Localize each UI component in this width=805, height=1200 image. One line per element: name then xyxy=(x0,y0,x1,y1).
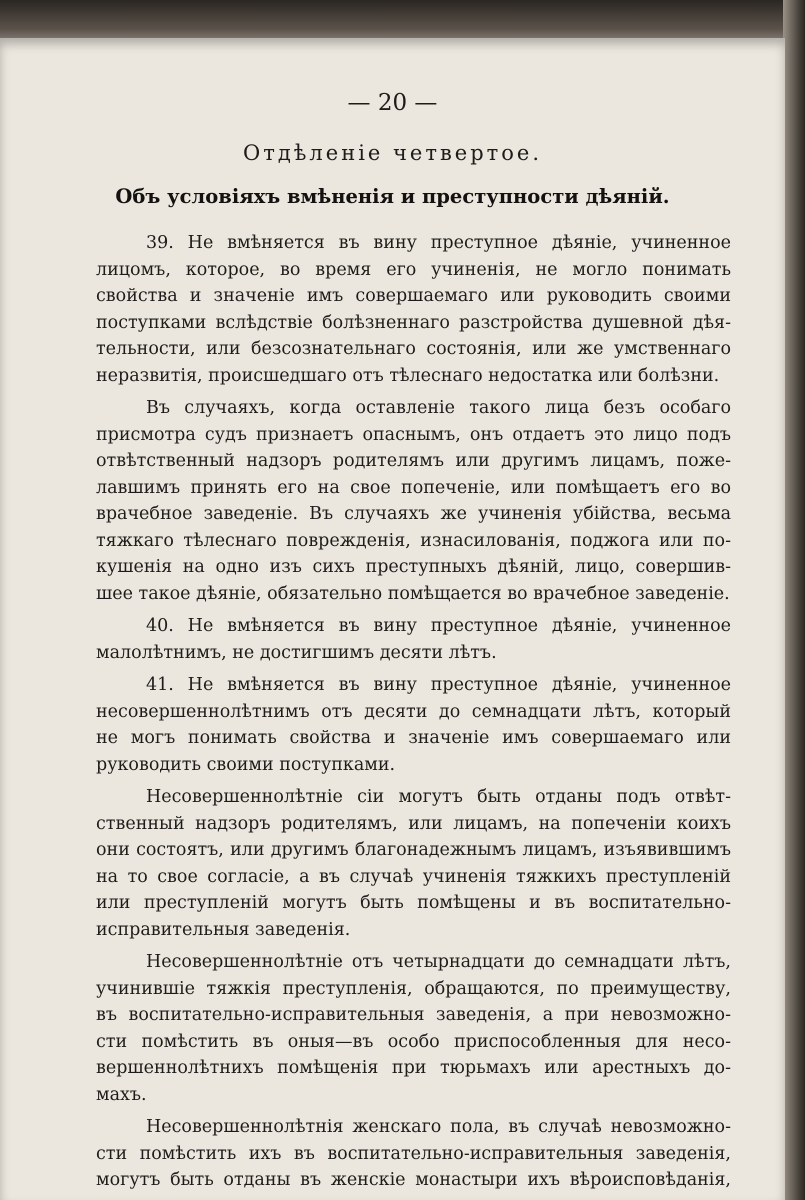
text-line: свойства и значеніе имъ совершаемаго или руководить своими xyxy=(96,286,731,306)
scan-background-right xyxy=(783,0,805,1200)
text-line: поступками вслѣдствіе болѣзненнаго разстройства душевной дѣя- xyxy=(96,312,731,333)
text-line: или преступленій могутъ быть помѣщены и въ воспитательно- xyxy=(96,893,731,913)
paragraph-article-41-part-3 xyxy=(96,949,731,1108)
text-line: сти помѣстить въ оныя—въ особо приспособленныя для несо- xyxy=(96,1031,731,1052)
text-line: шее такое дѣяніе, обязательно помѣщается во врачебное заведеніе. xyxy=(96,583,730,604)
text-line: могутъ быть отданы въ женскіе монастыри ихъ вѣроисповѣданія, xyxy=(96,1170,731,1190)
page-number: — 20 — xyxy=(347,90,438,116)
text-line: Несовершеннолѣтніе сіи могутъ быть отданы подъ отвѣт- xyxy=(146,787,731,807)
paragraph-article-39-part-2 xyxy=(96,395,731,607)
text-line: махъ. xyxy=(96,1084,147,1105)
section-heading: Отдѣленіе четвертое. xyxy=(243,141,542,165)
section-subheading: Объ условіяхъ вмѣненія и преступности дѣяній. xyxy=(115,185,670,208)
text-line: учинившіе тяжкія преступленія, обращаются, по преимуществу, xyxy=(96,978,731,999)
text-line: 41. Не вмѣняется въ вину преступное дѣяніе, учиненное xyxy=(146,675,731,695)
paragraph-article-41-part-2 xyxy=(96,784,731,943)
text-line: Несовершеннолѣтніе отъ четырнадцати до семнадцати лѣтъ, xyxy=(146,952,731,972)
text-line: вершеннолѣтнихъ помѣщенія при тюрьмахъ или арестныхъ до- xyxy=(96,1058,731,1078)
text-line: неразвитія, происшедшаго отъ тѣлеснаго недостатка или болѣзни. xyxy=(96,365,720,386)
text-line: малолѣтнимъ, не достигшимъ десяти лѣтъ. xyxy=(96,642,497,663)
text-line: они состоятъ, или другимъ благонадежнымъ лицамъ, изъявившимъ xyxy=(96,840,731,860)
text-line: на то свое согласіе, а въ случаѣ учиненія тяжкихъ преступленій xyxy=(96,866,731,887)
text-line: ственный надзоръ родителямъ, или лицамъ, на попеченіи коихъ xyxy=(96,813,731,834)
text-line: тельности, или безсознательнаго состоянія, или же умственнаго xyxy=(96,339,731,359)
text-line: отвѣтственный надзоръ родителямъ или другимъ лицамъ, поже- xyxy=(96,451,731,471)
text-line: сти помѣстить ихъ въ воспитательно-исправительныя заведенія, xyxy=(96,1143,731,1164)
text-line: Въ случаяхъ, когда оставленіе такого лица безъ особаго xyxy=(146,398,731,418)
text-line: присмотра судъ признаетъ опаснымъ, онъ отдаетъ это лицо подъ xyxy=(96,424,731,445)
paragraph-article-41 xyxy=(96,672,731,778)
paragraph-article-39 xyxy=(96,230,731,389)
text-line: врачебное заведеніе. Въ случаяхъ же учиненія убійства, весьма xyxy=(96,504,731,524)
text-line: лицомъ, которое, во время его учиненія, не могло понимать xyxy=(96,259,731,280)
text-line: Несовершеннолѣтнія женскаго пола, въ случаѣ невозможно- xyxy=(146,1117,731,1137)
text-line: 39. Не вмѣняется въ вину преступное дѣяніе, учиненное xyxy=(146,233,731,253)
text-line: лавшимъ принять его на свое попеченіе, или помѣщаетъ его во xyxy=(96,477,731,498)
paragraph-article-40 xyxy=(96,613,731,666)
text-line: руководить своими поступками. xyxy=(96,754,396,775)
text-line: 40. Не вмѣняется въ вину преступное дѣяніе, учиненное xyxy=(146,616,731,636)
text-line: кушенія на одно изъ сихъ преступныхъ дѣяній, лицо, совершив- xyxy=(96,557,731,577)
text-line: тяжкаго тѣлеснаго поврежденія, изнасилованія, поджога или по- xyxy=(96,530,731,551)
text-line: несовершеннолѣтнимъ отъ десяти до семнадцати лѣтъ, который xyxy=(96,701,731,722)
text-line: исправительныя заведенія. xyxy=(96,919,351,940)
text-line: въ воспитательно-исправительныя заведенія, а при невозможно- xyxy=(96,1005,731,1025)
book-page xyxy=(0,38,785,1200)
body-text xyxy=(96,230,731,1200)
text-line: не могъ понимать свойства и значеніе имъ совершаемаго или xyxy=(96,728,731,748)
paragraph-article-41-part-4 xyxy=(96,1114,731,1194)
